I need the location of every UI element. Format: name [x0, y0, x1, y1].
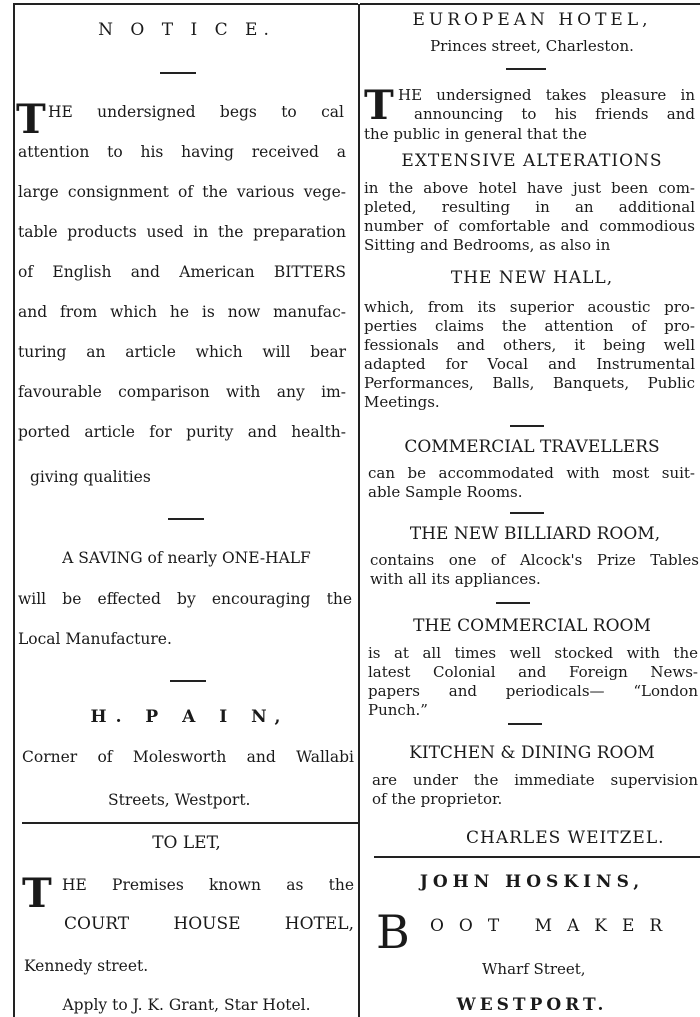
to-let-line: HE Premises known as the — [62, 876, 354, 894]
notice-dropcap: T — [16, 96, 46, 143]
hotel-intro-line: HE undersigned takes pleasure in — [398, 86, 695, 104]
hoskins-dropcap: B — [376, 905, 410, 959]
billiard-body-line: with all its appliances. — [370, 570, 541, 588]
hotel-body-line: number of comfortable and commodious — [364, 217, 695, 235]
to-let-line: Kennedy street. — [24, 957, 149, 975]
travellers-body-line: able Sample Rooms. — [368, 483, 523, 501]
travellers-heading: COMMERCIAL TRAVELLERS — [404, 437, 660, 457]
top-rule-right — [360, 3, 700, 5]
kitchen-body-line: of the proprietor. — [372, 790, 503, 808]
commercial-room-line: is at all times well stocked with the — [368, 644, 698, 662]
hoskins-town: WESTPORT. — [456, 995, 608, 1015]
hotel-subtitle: Princes street, Charleston. — [430, 37, 634, 55]
saving-headline: A SAVING of nearly ONE-HALF — [62, 549, 311, 567]
left-edge-rule — [13, 4, 15, 1017]
hotel-divider — [506, 68, 546, 70]
notice-last-line: giving qualities — [30, 468, 151, 486]
to-let-line: Apply to J. K. Grant, Star Hotel. — [62, 996, 311, 1014]
hotel-heading: EXTENSIVE ALTERATIONS — [401, 151, 663, 171]
commercial-room-divider — [508, 723, 542, 725]
hotel-intro-line: the public in general that the — [364, 125, 587, 143]
billiard-heading: THE NEW BILLIARD ROOM, — [409, 524, 661, 544]
billiard-divider — [496, 602, 530, 604]
notice-line-1: HE undersigned begs to cal — [48, 103, 344, 121]
hoskins-trade: OOT MAKER — [430, 916, 678, 936]
hall-body-line: fessionals and others, it being well — [364, 336, 695, 354]
hall-heading: THE NEW HALL, — [450, 268, 614, 288]
hotel-intro-line: announcing to his friends and — [414, 105, 695, 123]
to-let-dropcap: T — [22, 870, 52, 917]
notice-line: turing an article which will bear — [18, 343, 346, 361]
top-rule-left — [13, 3, 358, 5]
hall-body-line: Meetings. — [364, 393, 440, 411]
saving-line: will be effected by encouraging the — [18, 590, 352, 608]
commercial-room-heading: THE COMMERCIAL ROOM — [413, 616, 651, 636]
hall-body-line: perties claims the attention of pro- — [364, 317, 695, 335]
pain-address: Streets, Westport. — [108, 791, 251, 809]
notice-end-divider — [168, 518, 204, 520]
hotel-dropcap: T — [364, 82, 394, 129]
notice-title: N O T I C E. — [98, 20, 275, 40]
hotel-body-line: pleted, resulting in an additional — [364, 198, 695, 216]
hotel-signature: CHARLES WEITZEL. — [466, 828, 665, 848]
hall-body-line: Performances, Balls, Banquets, Public — [364, 374, 695, 392]
saving-divider — [170, 680, 206, 682]
hall-divider — [510, 425, 544, 427]
left-section-rule — [22, 822, 358, 824]
notice-line: of English and American BITTERS — [18, 263, 346, 281]
to-let-line: COURT HOUSE HOTEL, — [64, 914, 354, 934]
hoskins-name: JOHN HOSKINS, — [419, 872, 645, 892]
notice-line: favourable comparison with any im- — [18, 383, 346, 401]
hall-body-line: adapted for Vocal and Instrumental — [364, 355, 695, 373]
right-section-rule — [374, 856, 700, 858]
pain-address: Corner of Molesworth and Wallabi — [22, 748, 354, 766]
kitchen-body-line: are under the immediate supervision — [372, 771, 698, 789]
column-divider-rule — [358, 4, 360, 1017]
notice-line: attention to his having received a — [18, 143, 346, 161]
hotel-body-line: in the above hotel have just been com- — [364, 179, 695, 197]
notice-line: ported article for purity and health- — [18, 423, 346, 441]
commercial-room-line: latest Colonial and Foreign News- — [368, 663, 698, 681]
commercial-room-line: Punch.” — [368, 701, 428, 719]
hoskins-street: Wharf Street, — [482, 960, 586, 978]
pain-name: H. P A I N, — [90, 707, 290, 727]
notice-divider — [160, 72, 196, 74]
kitchen-heading: KITCHEN & DINING ROOM — [409, 743, 655, 763]
notice-line: table products used in the preparation — [18, 223, 346, 241]
saving-line: Local Manufacture. — [18, 630, 172, 648]
hall-body-line: which, from its superior acoustic pro- — [364, 298, 695, 316]
billiard-body-line: contains one of Alcock's Prize Tables — [370, 551, 699, 569]
travellers-divider — [510, 512, 544, 514]
notice-line: large consignment of the various vege- — [18, 183, 346, 201]
to-let-title: TO LET, — [152, 833, 221, 853]
hotel-body-line: Sitting and Bedrooms, as also in — [364, 236, 611, 254]
commercial-room-line: papers and periodicals— “London — [368, 682, 698, 700]
hotel-title: EUROPEAN HOTEL, — [412, 10, 652, 30]
notice-line: and from which he is now manufac- — [18, 303, 346, 321]
travellers-body-line: can be accommodated with most suit- — [368, 464, 695, 482]
